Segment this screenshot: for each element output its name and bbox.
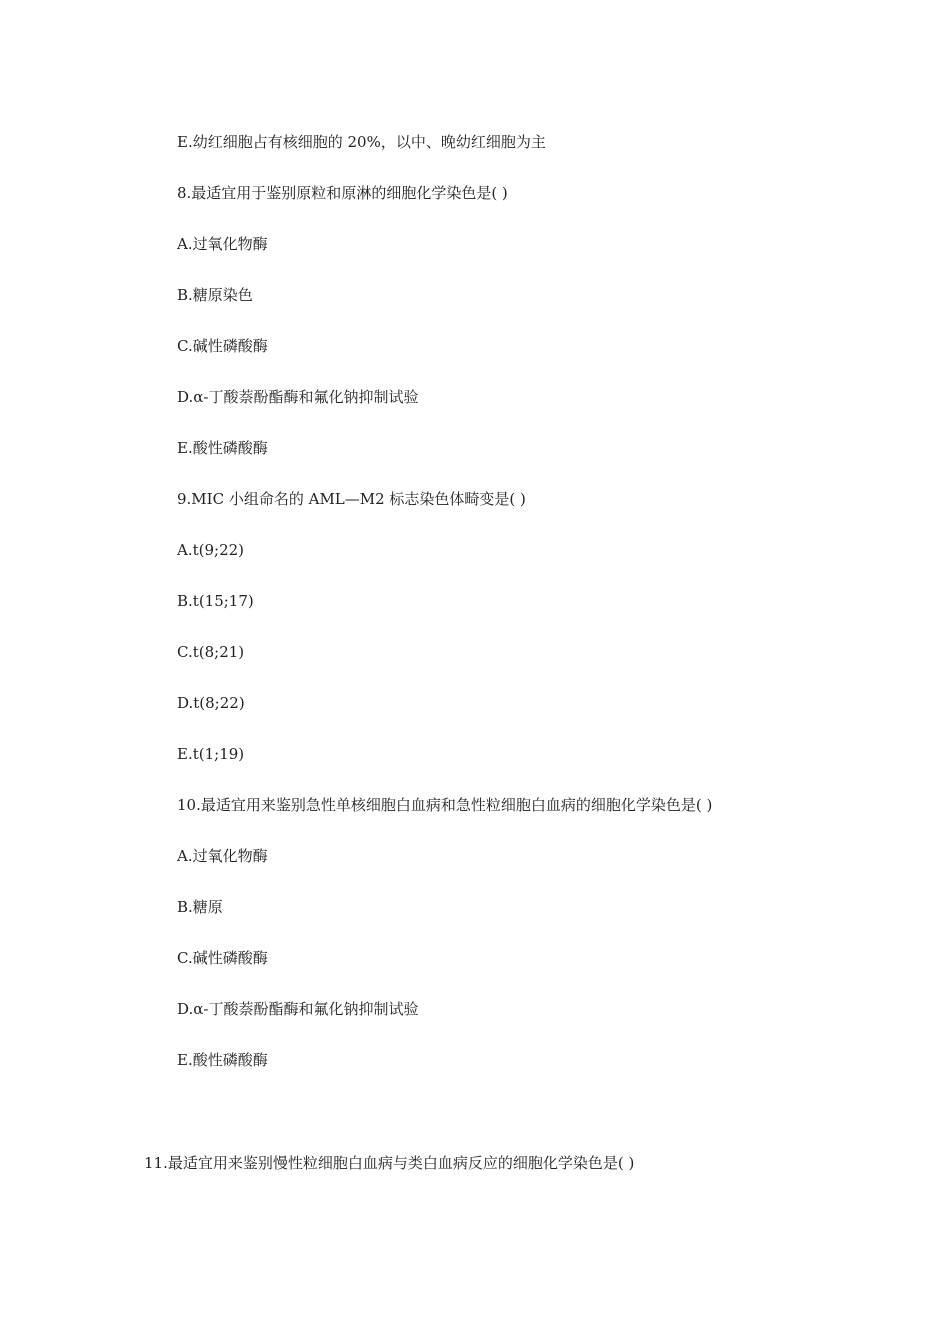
option-e-q9: E.t(1;19): [177, 745, 245, 763]
option-c-q8: C.碱性磷酸酶: [177, 337, 268, 355]
option-b-q8: B.糖原染色: [177, 286, 253, 304]
option-c-q9: C.t(8;21): [177, 643, 245, 661]
question-8: 8.最适宜用于鉴别原粒和原淋的细胞化学染色是( ): [177, 184, 508, 202]
option-b-q9: B.t(15;17): [177, 592, 254, 610]
option-d-q9: D.t(8;22): [177, 694, 245, 712]
option-c-q10: C.碱性磷酸酶: [177, 949, 268, 967]
option-e-q7: E.幼红细胞占有核细胞的 20%，以中、晚幼红细胞为主: [177, 133, 546, 151]
option-a-q8: A.过氧化物酶: [177, 235, 268, 253]
option-d-q10: D.α-丁酸萘酚酯酶和氟化钠抑制试验: [177, 1000, 419, 1018]
question-10: 10.最适宜用来鉴别急性单核细胞白血病和急性粒细胞白血病的细胞化学染色是( ): [177, 796, 713, 814]
question-11: 11.最适宜用来鉴别慢性粒细胞白血病与类白血病反应的细胞化学染色是( ): [144, 1154, 635, 1172]
option-e-q8: E.酸性磷酸酶: [177, 439, 268, 457]
option-b-q10: B.糖原: [177, 898, 223, 916]
question-9: 9.MIC 小组命名的 AML—M2 标志染色体畸变是( ): [177, 490, 526, 508]
option-d-q8: D.α-丁酸萘酚酯酶和氟化钠抑制试验: [177, 388, 419, 406]
option-e-q10: E.酸性磷酸酶: [177, 1051, 268, 1069]
option-a-q9: A.t(9;22): [177, 541, 245, 559]
option-a-q10: A.过氧化物酶: [177, 847, 268, 865]
